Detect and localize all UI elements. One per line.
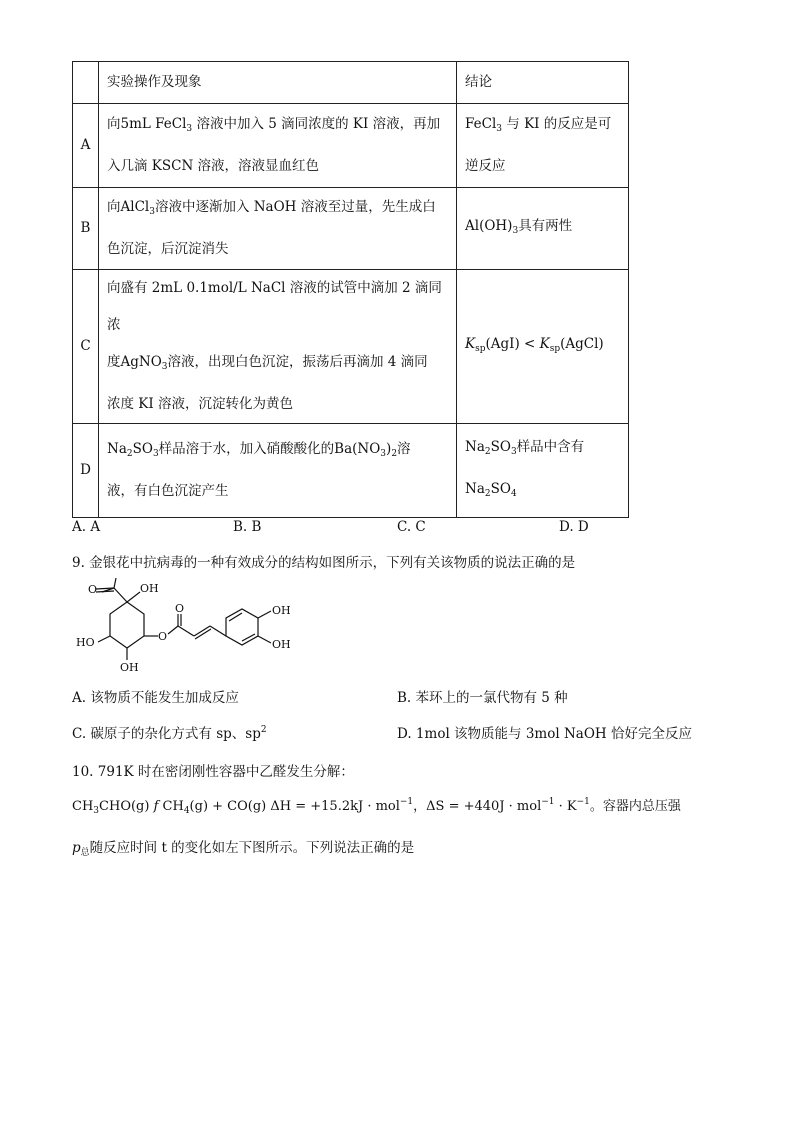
option-d[interactable]: D. D — [559, 519, 589, 535]
row-label: B — [73, 188, 99, 270]
text-line: $Na_2SO_3$样品溶于水，加入硝酸酸化的$Ba(NO_3)_2$溶 — [107, 441, 411, 459]
molecule-structure — [72, 578, 312, 676]
row-label: D — [73, 424, 99, 518]
text-line: 向5mL FeCl$_3$ 溶液中加入 5 滴同浓度的 KI 溶液，再加 — [107, 116, 441, 134]
q10-equation: $CH_3CHO(g)$ f $CH_4(g) + CO(g) \Delta H = +15.2kJ \cdot mol^{-1}$，$\Delta S = +440J \cdot mol^{-1} \cdot K^{-1}$。容器内总压强 — [72, 797, 681, 816]
text-line: 度AgNO$_3$溶液，出现白色沉淀，振荡后再滴加 4 滴同 — [107, 354, 428, 372]
header-empty-cell — [73, 62, 99, 104]
text-line: 浓度 KI 溶液，沉淀转化为黄色 — [107, 396, 294, 412]
text-line: 向AlCl$_3$溶液中逐渐加入 NaOH 溶液至过量，先生成白 — [107, 199, 436, 217]
oh-label-benzene-bottom: OH — [272, 638, 291, 651]
row-conclusion — [457, 424, 629, 518]
row-conclusion — [457, 270, 629, 424]
ring-bonds — [110, 602, 144, 648]
table-row — [73, 424, 629, 518]
row-label: C — [73, 270, 99, 424]
q9-stem: 9. 金银花中抗病毒的一种有效成分的结构如图所示，下列有关该物质的说法正确的是 — [72, 555, 576, 571]
oh-label-top: OH — [140, 582, 159, 595]
row-operation — [99, 104, 457, 188]
header-operation: 实验操作及现象 — [99, 62, 457, 104]
q10-stem: 10. 791K 时在密闭刚性容器中乙醛发生分解： — [72, 764, 354, 780]
option-b[interactable]: B. B — [233, 519, 262, 535]
text-line: $Na_2SO_4$ — [465, 480, 517, 499]
row-operation — [99, 424, 457, 518]
q9-option-b[interactable]: B. 苯环上的一氯代物有 5 种 — [397, 690, 568, 706]
row-conclusion — [457, 188, 629, 270]
carbonyl-o-label: O — [175, 602, 185, 615]
q9-option-d[interactable]: D. 1mol 该物质能与 3mol NaOH 恰好完全反应 — [397, 726, 692, 742]
text-line: FeCl$_3$ 与 KI 的反应是可 — [465, 116, 612, 134]
text-line: $Al(OH)_3$具有两性 — [465, 217, 573, 236]
row-operation — [99, 270, 457, 424]
text-line: 入几滴 KSCN 溶液，溶液显血红色 — [107, 158, 320, 174]
text-line: 向盛有 2mL 0.1mol/L NaCl 溶液的试管中滴加 2 滴同浓 — [107, 280, 442, 333]
row-label: A — [73, 104, 99, 188]
table-row — [73, 270, 629, 424]
oh-label-benzene-top: OH — [272, 604, 291, 617]
q10-pressure-line: $p_总$随反应时间 t 的变化如左下图所示。下列说法正确的是 — [72, 840, 415, 858]
table-row — [73, 188, 629, 270]
row-operation — [99, 188, 457, 270]
experiment-table — [72, 61, 629, 518]
text-line: $Na_2SO_3$样品中含有 — [465, 438, 585, 457]
header-conclusion: 结论 — [457, 62, 629, 104]
table-header-row — [73, 62, 629, 104]
ester-o-label: O — [158, 630, 168, 643]
table-row — [73, 104, 629, 188]
text-line: 色沉淀，后沉淀消失 — [107, 241, 229, 257]
q9-option-c[interactable]: C. 碳原子的杂化方式有 sp、$sp^2$ — [72, 725, 267, 742]
option-c[interactable]: C. C — [397, 519, 426, 535]
q9-option-a[interactable]: A. 该物质不能发生加成反应 — [72, 690, 239, 706]
oh-label-bottom: OH — [120, 661, 139, 674]
q8-options — [72, 519, 732, 539]
option-a[interactable]: A. A — [72, 519, 101, 535]
text-line: 液，有白色沉淀产生 — [107, 483, 229, 499]
row-conclusion — [457, 104, 629, 188]
ho-label-left: HO — [76, 636, 95, 649]
text-line: 逆反应 — [465, 158, 506, 174]
text-line: $K_{sp}(AgI)$ < $K_{sp}(AgCl)$ — [465, 335, 604, 354]
ketone-o-label: O — [88, 583, 98, 596]
